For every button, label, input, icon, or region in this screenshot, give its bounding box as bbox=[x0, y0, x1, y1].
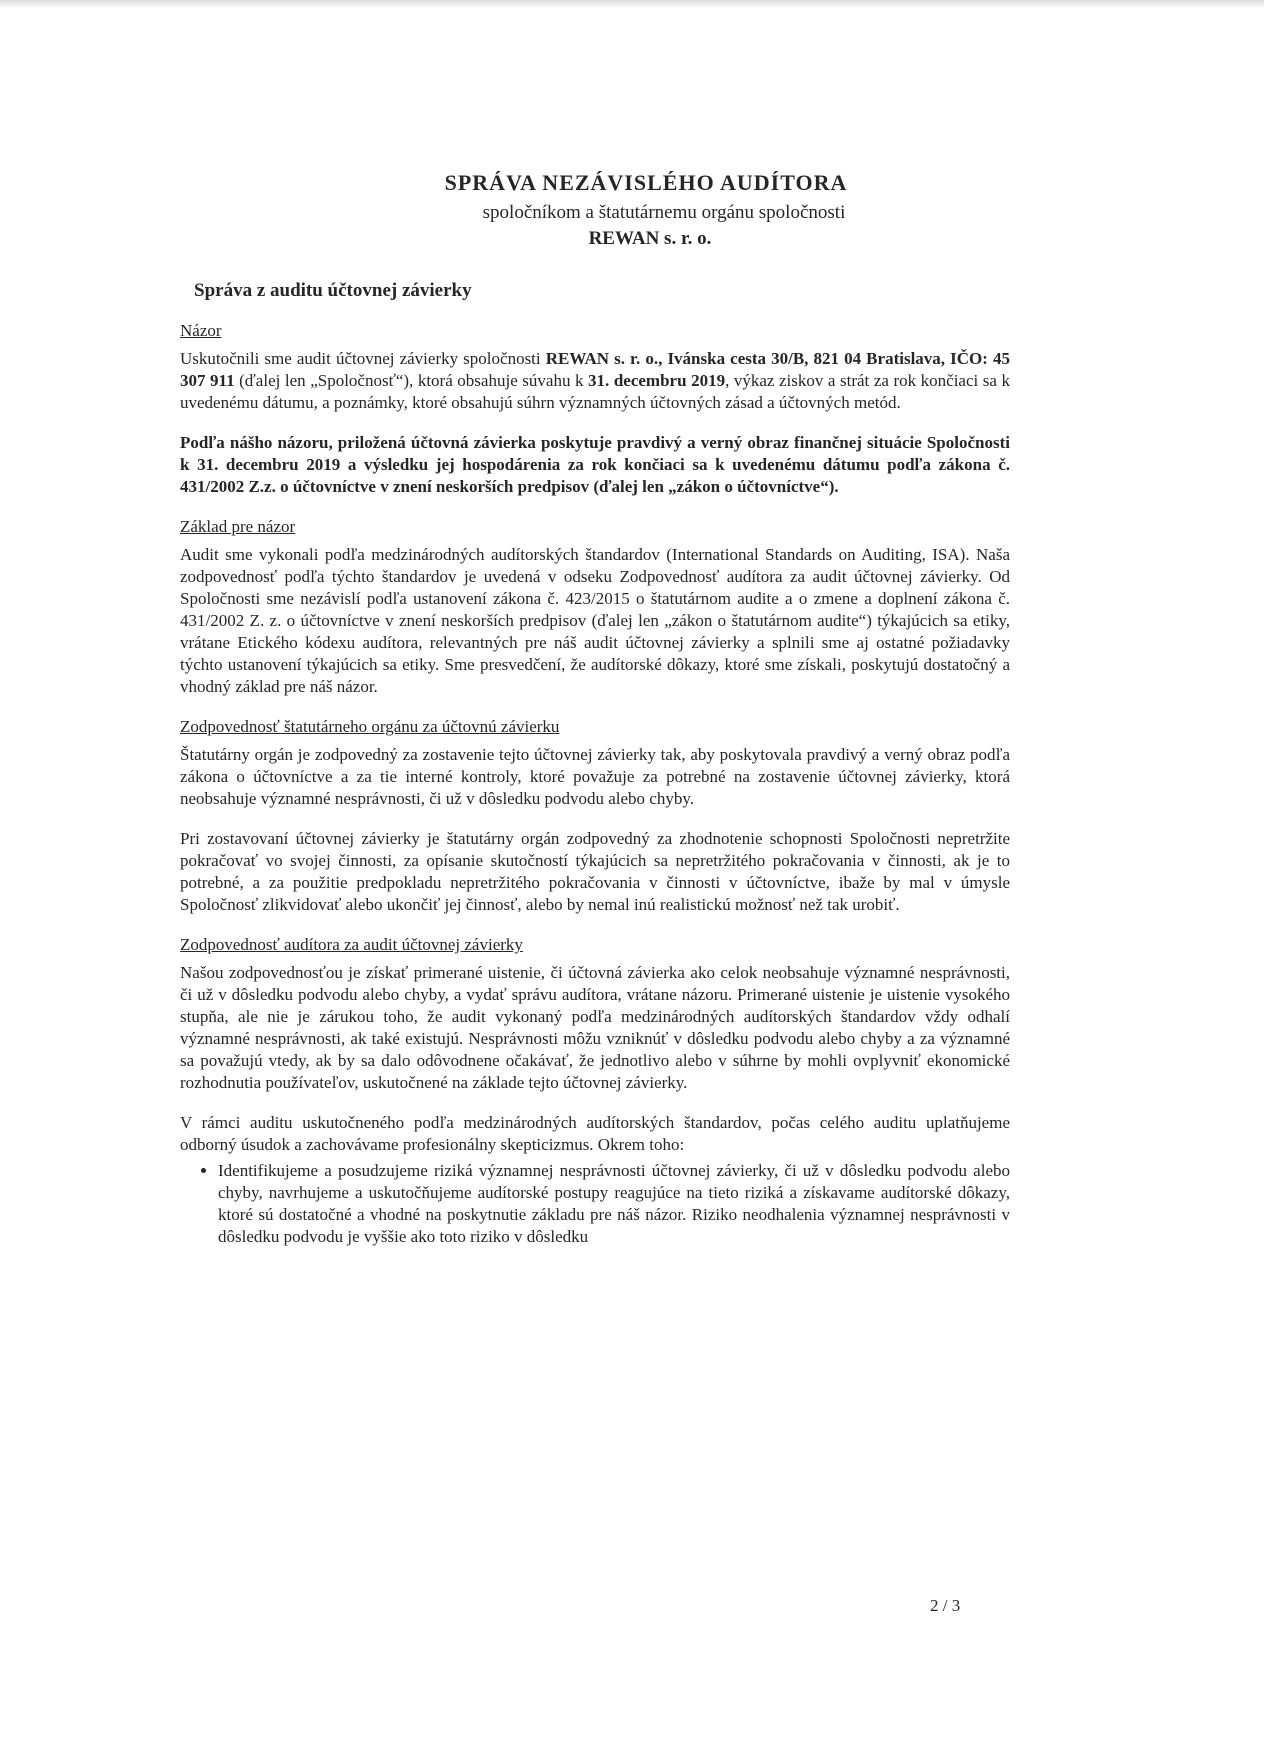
paragraph-auditor-2: V rámci auditu uskutočneného podľa medzinárodných audítorských štandardov, počas celého auditu uplatňujeme odborný úsudok a zachovávame profesionálny skepticizmus. Okrem toho: bbox=[180, 1113, 1010, 1154]
report-header bbox=[0, 170, 1264, 250]
scan-edge bbox=[0, 0, 1264, 8]
paragraph-statutar-2: Pri zostavovaní účtovnej závierky je štatutárny orgán zodpovedný za zhodnotenie schopnosti Spoločnosti nepretržite pokračovať vo svojej činnosti, za opísanie skutočností týkajúcich sa nepretržitého pokračovania v činnosti, ak je to potrebné, a za použitie predpokladu nepretržitého pokračovania v činnosti v účtovníctve, ibaže by mal v úmysle Spoločnosť zlikvidovať alebo ukončiť jej činnosť, alebo by nemal inú realistickú možnosť než tak urobiť. bbox=[180, 829, 1010, 914]
company-identification: REWAN s. r. o., Ivánska cesta 30/B, 821 04 Bratislava, IČO: 45 307 911 bbox=[180, 349, 1010, 390]
paragraph-zaklad: Audit sme vykonali podľa medzinárodných audítorských štandardov (International Standards on Auditing, ISA). Naša zodpovednosť podľa týchto štandardov je uvedená v odseku Zodpovednosť audítora za audit účtovnej závierky. Od Spoločnosti sme nezávislí podľa ustanovení zákona č. 423/2015 o štatutárnom audite a o zmene a doplnení zákona č. 431/2002 Z. z. o účtovníctve v znení neskorších predpisov (ďalej len „zákon o štatutárnom audite“) týkajúcich sa etiky, vrátane Etického kódexu audítora, relevantných pre náš audit účtovnej závierky a splnili sme aj ostatné požiadavky týchto ustanovení týkajúcich sa etiky. Sme presvedčení, že audítorské dôkazy, ktoré sme získali, poskytujú dostatočný a vhodný základ pre náš názor. bbox=[180, 545, 1010, 696]
paragraph-auditor-1: Našou zodpovednosťou je získať primerané uistenie, či účtovná závierka ako celok neobsahuje významné nesprávnosti, či už v dôsledku podvodu alebo chyby, a vydať správu audítora, vrátane názoru. Primerané uistenie je uistenie vysokého stupňa, ale nie je zárukou toho, že audit vykonaný podľa medzinárodných audítorských štandardov vždy odhalí významné nesprávnosti, ak také existujú. Nesprávnosti môžu vzniknúť v dôsledku podvodu alebo chyby a za významné sa považujú vtedy, ak by sa dalo odôvodnene očakávať, že jednotlivo alebo v súhrne by mohli ovplyvniť ekonomické rozhodnutia používateľov, uskutočnené na základe tejto účtovnej závierky. bbox=[180, 963, 1010, 1092]
section-heading-zaklad: Základ pre názor bbox=[180, 517, 296, 536]
section-heading-nazor: Názor bbox=[180, 321, 222, 340]
section-heading-statutar: Zodpovednosť štatutárneho orgánu za účtovnú závierku bbox=[180, 717, 560, 736]
page-number: 2 / 3 bbox=[930, 1596, 961, 1615]
balance-date: 31. decembru 2019 bbox=[588, 371, 726, 390]
report-title: SPRÁVA NEZÁVISLÉHO AUDÍTORA bbox=[444, 170, 848, 195]
report-section-title: Správa z auditu účtovnej závierky bbox=[194, 280, 472, 301]
company-name: REWAN s. r. o. bbox=[588, 228, 712, 249]
text-run: Uskutočnili sme audit účtovnej závierky spoločnosti bbox=[180, 349, 546, 368]
text-run: (ďalej len „Spoločnosť“), ktorá obsahuje súvahu k bbox=[234, 371, 589, 390]
procedures-list bbox=[180, 1160, 1010, 1248]
text-run: , výkaz ziskov a strát za rok končiaci sa k uvedenému dátumu, a poznámky, ktoré obsahujú súhrn významných účtovných zásad a účtovných metód. bbox=[180, 371, 1010, 412]
report-body bbox=[180, 280, 1010, 1248]
list-item: • Identifikujeme a posudzujeme riziká významnej nesprávnosti účtovnej závierky, či už v dôsledku podvodu alebo chyby, navrhujeme a uskutočňujeme audítorské postupy reagujúce na tieto riziká a získavame audítorské dôkazy, ktoré sú dostatočné a vhodné na poskytnutie základu pre náš názor. Riziko neodhalenia významnej nesprávnosti v dôsledku podvodu je vyššie ako toto riziko v dôsledku bbox=[218, 1160, 1010, 1248]
paragraph-nazor-1 bbox=[180, 348, 1010, 414]
paragraph-statutar-1: Štatutárny orgán je zodpovedný za zostavenie tejto účtovnej závierky tak, aby poskytovala pravdivý a verný obraz podľa zákona o účtovníctve a za tie interné kontroly, ktoré považuje za potrebné na zostavenie účtovnej závierky, ktorá neobsahuje významné nesprávnosti, či už v dôsledku podvodu alebo chyby. bbox=[180, 745, 1010, 808]
report-subtitle: spoločníkom a štatutárnemu orgánu spoločnosti bbox=[482, 202, 846, 223]
paragraph-opinion: Podľa nášho názoru, priložená účtovná závierka poskytuje pravdivý a verný obraz finančnej situácie Spoločnosti k 31. decembru 2019 a výsledku jej hospodárenia za rok končiaci sa k uvedenému dátumu podľa zákona č. 431/2002 Z.z. o účtovníctve v znení neskorších predpisov (ďalej len „zákon o účtovníctve“). bbox=[180, 433, 1010, 496]
section-heading-auditor: Zodpovednosť audítora za audit účtovnej závierky bbox=[180, 935, 523, 954]
